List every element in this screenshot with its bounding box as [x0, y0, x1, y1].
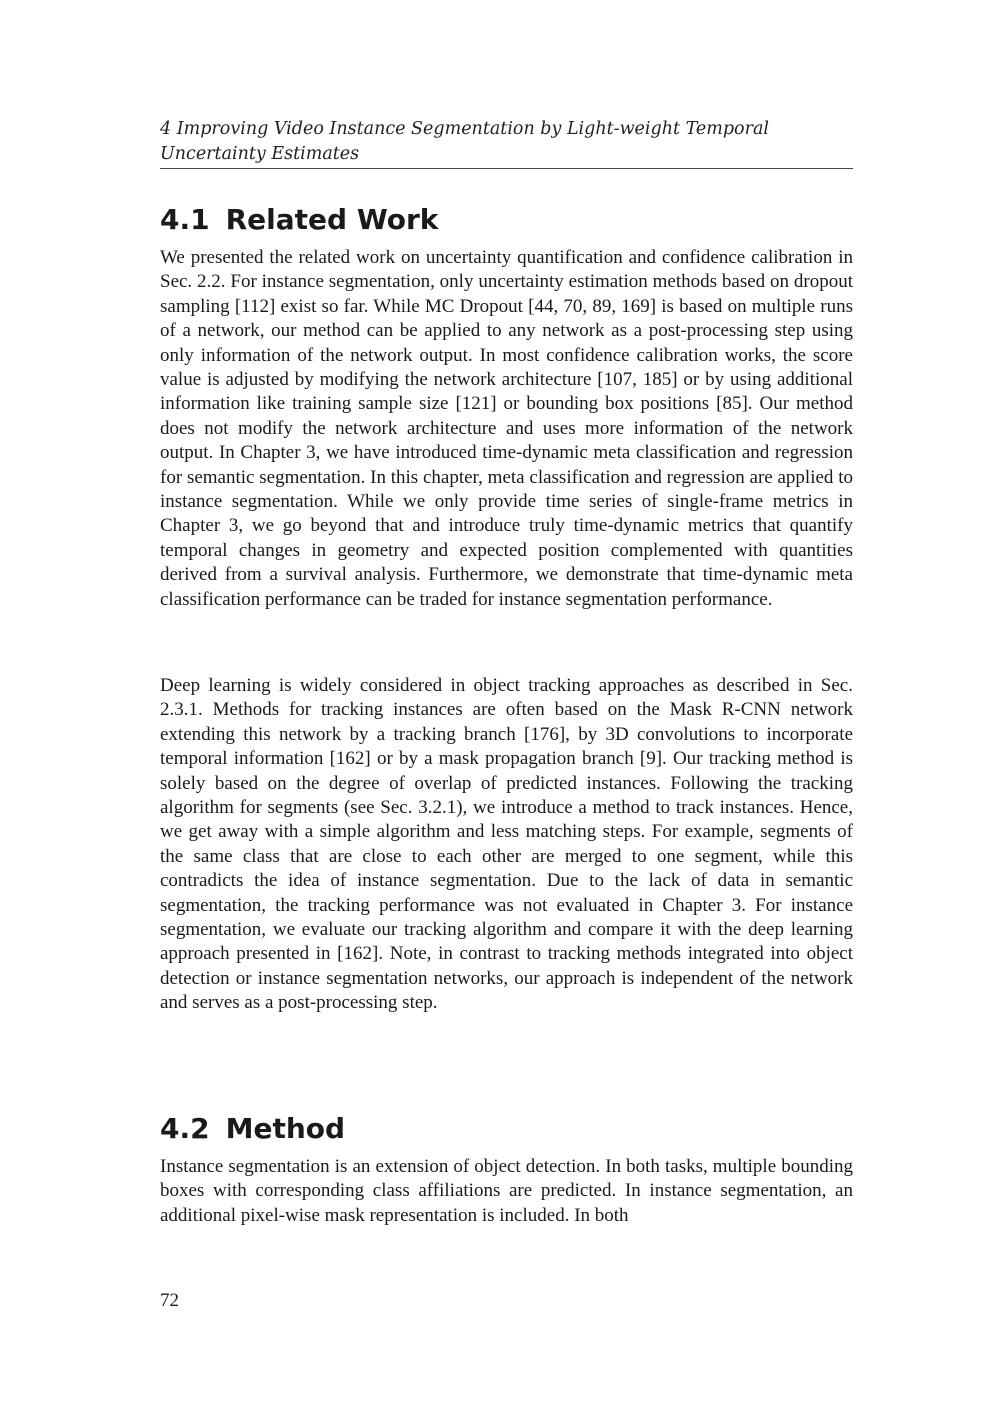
page-number: 72 — [160, 1290, 179, 1311]
section-number: 4.1 — [160, 203, 210, 237]
paragraph-related-work-2: Deep learning is widely considered in object tracking approaches as described in Sec. 2.3.1. Methods for tracking instances are often based on the Mask R-CNN network extending this network by a tracking branch [176], by 3D convolutions to incorporate temporal information [162] or by a mask propagation branch [9]. Our tracking method is solely based on the degree of overlap of predicted instances. Following the tracking algorithm for segments (see Sec. 3.2.1), we introduce a method to track instances. Hence, we get away with a simple algorithm and less matching steps. For example, segments of the same class that are close to each other are merged to one segment, while this contradicts the idea of instance segmentation. Due to the lack of data in semantic segmentation, the tracking performance was not evaluated in Chapter 3. For instance segmentation, we evaluate our tracking algorithm and compare it with the deep learning approach presented in [162]. Note, in contrast to tracking methods integrated into object detection or instance segmentation networks, our approach is independent of the network and serves as a post-processing step. — [160, 675, 853, 1014]
running-header-chapter-title: Improving Video Instance Segmentation by Light-weight Temporal Uncertainty Estimates — [160, 119, 769, 164]
section-number: 4.2 — [160, 1112, 210, 1146]
section-title: Related Work — [225, 203, 439, 237]
document-page — [160, 0, 853, 1414]
paragraph-method-1: Instance segmentation is an extension of object detection. In both tasks, multiple bounding boxes with corresponding class affiliations are predicted. In instance segmentation, an additional pixel-wise mask representation is included. In both — [160, 1156, 853, 1226]
section-heading-related-work — [160, 203, 438, 237]
section-title: Method — [225, 1112, 346, 1146]
running-header — [160, 117, 853, 169]
paragraph-related-work-1: We presented the related work on uncertainty quantification and confidence calibration in Sec. 2.2. For instance segmentation, only uncertainty estimation methods based on dropout sampling [112] exist so far. While MC Dropout [44, 70, 89, 169] is based on multiple runs of a network, our method can be applied to any network as a post-processing step using only information of the network output. In most confidence calibration works, the score value is adjusted by modifying the network architecture [107, 185] or by using additional information like training sample size [121] or bounding box positions [85]. Our method does not modify the network architecture and uses more information of the network output. In Chapter 3, we have introduced time-dynamic meta classification and regression for semantic segmentation. In this chapter, meta classification and regression are applied to instance segmentation. While we only provide time series of single-frame metrics in Chapter 3, we go beyond that and introduce truly time-dynamic metrics that quantify temporal changes in geometry and expected position complemented with quantities derived from a survival analysis. Furthermore, we demonstrate that time-dynamic meta classification performance can be traded for instance segmentation performance. — [160, 247, 853, 610]
section-heading-method — [160, 1112, 345, 1146]
running-header-chapter-number: 4 — [160, 119, 172, 139]
